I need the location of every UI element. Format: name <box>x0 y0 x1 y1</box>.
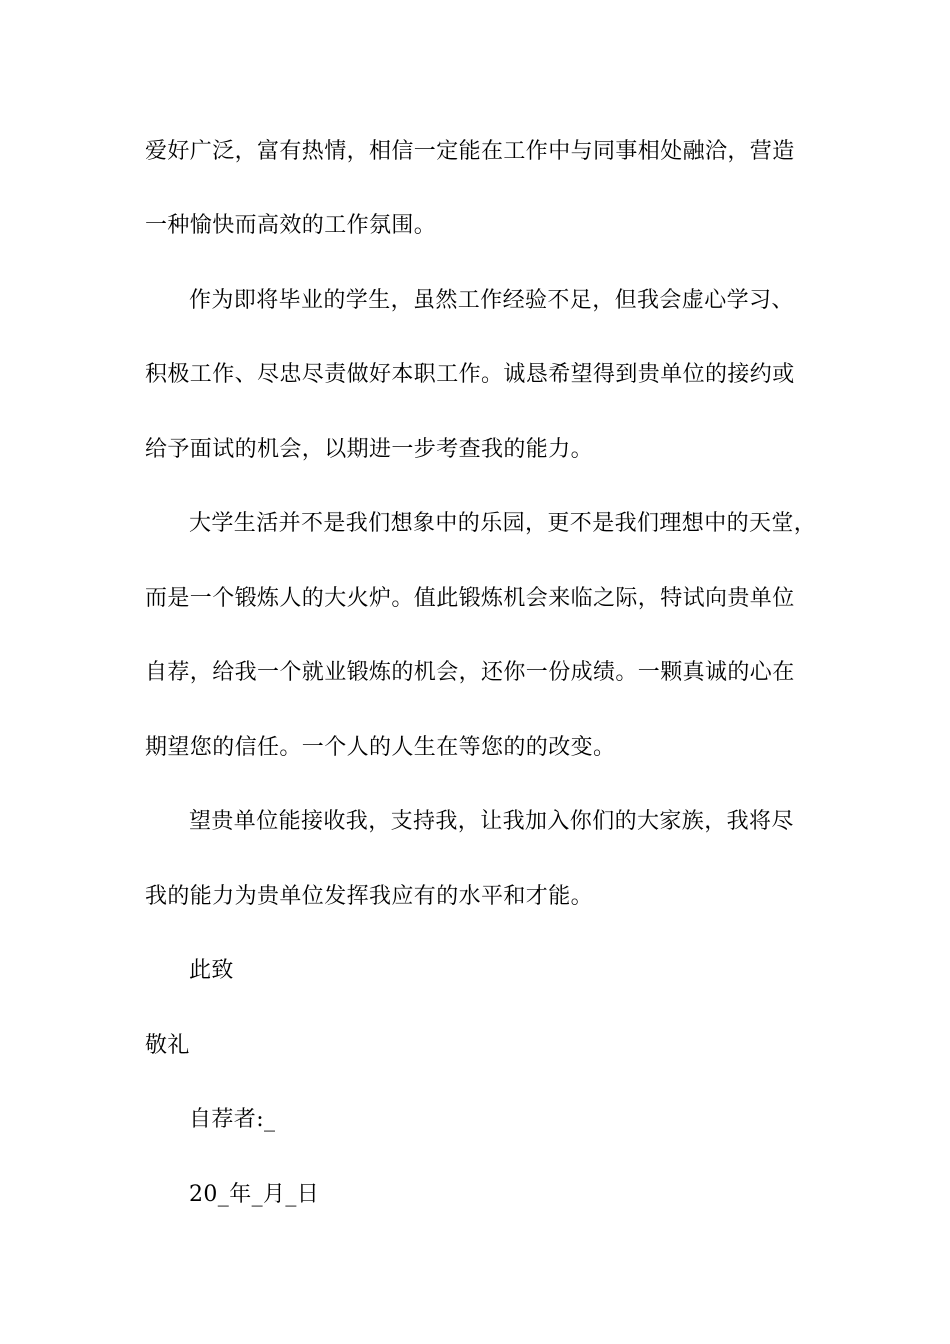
closing-respect: 敬礼 <box>145 1033 190 1058</box>
paragraph-line: 自荐，给我一个就业锻炼的机会，还你一份成绩。一颗真诚的心在 <box>145 660 795 685</box>
paragraph-line: 作为即将毕业的学生，虽然工作经验不足，但我会虚心学习、 <box>189 288 794 313</box>
paragraph-line: 爱好广泛，富有热情，相信一定能在工作中与同事相处融洽，营造 <box>145 139 795 164</box>
paragraph-line: 大学生活并不是我们想象中的乐园，更不是我们理想中的天堂， <box>189 511 817 536</box>
paragraph-line: 望贵单位能接收我，支持我，让我加入你们的大家族，我将尽 <box>189 809 794 834</box>
paragraph-line: 一种愉快而高效的工作氛围。 <box>145 213 437 238</box>
paragraph-line: 期望您的信任。一个人的人生在等您的的改变。 <box>145 735 616 760</box>
paragraph-line: 而是一个锻炼人的大火炉。值此锻炼机会来临之际，特试向贵单位 <box>145 586 795 611</box>
paragraph-line: 给予面试的机会，以期进一步考查我的能力。 <box>145 437 594 462</box>
signature-line: 自荐者:_ <box>189 1107 276 1132</box>
date-line: 20_年_月_日 <box>189 1182 320 1207</box>
closing-salutation: 此致 <box>189 958 234 983</box>
paragraph-line: 我的能力为贵单位发挥我应有的水平和才能。 <box>145 884 594 909</box>
paragraph-line: 积极工作、尽忠尽责做好本职工作。诚恳希望得到贵单位的接约或 <box>145 362 795 387</box>
